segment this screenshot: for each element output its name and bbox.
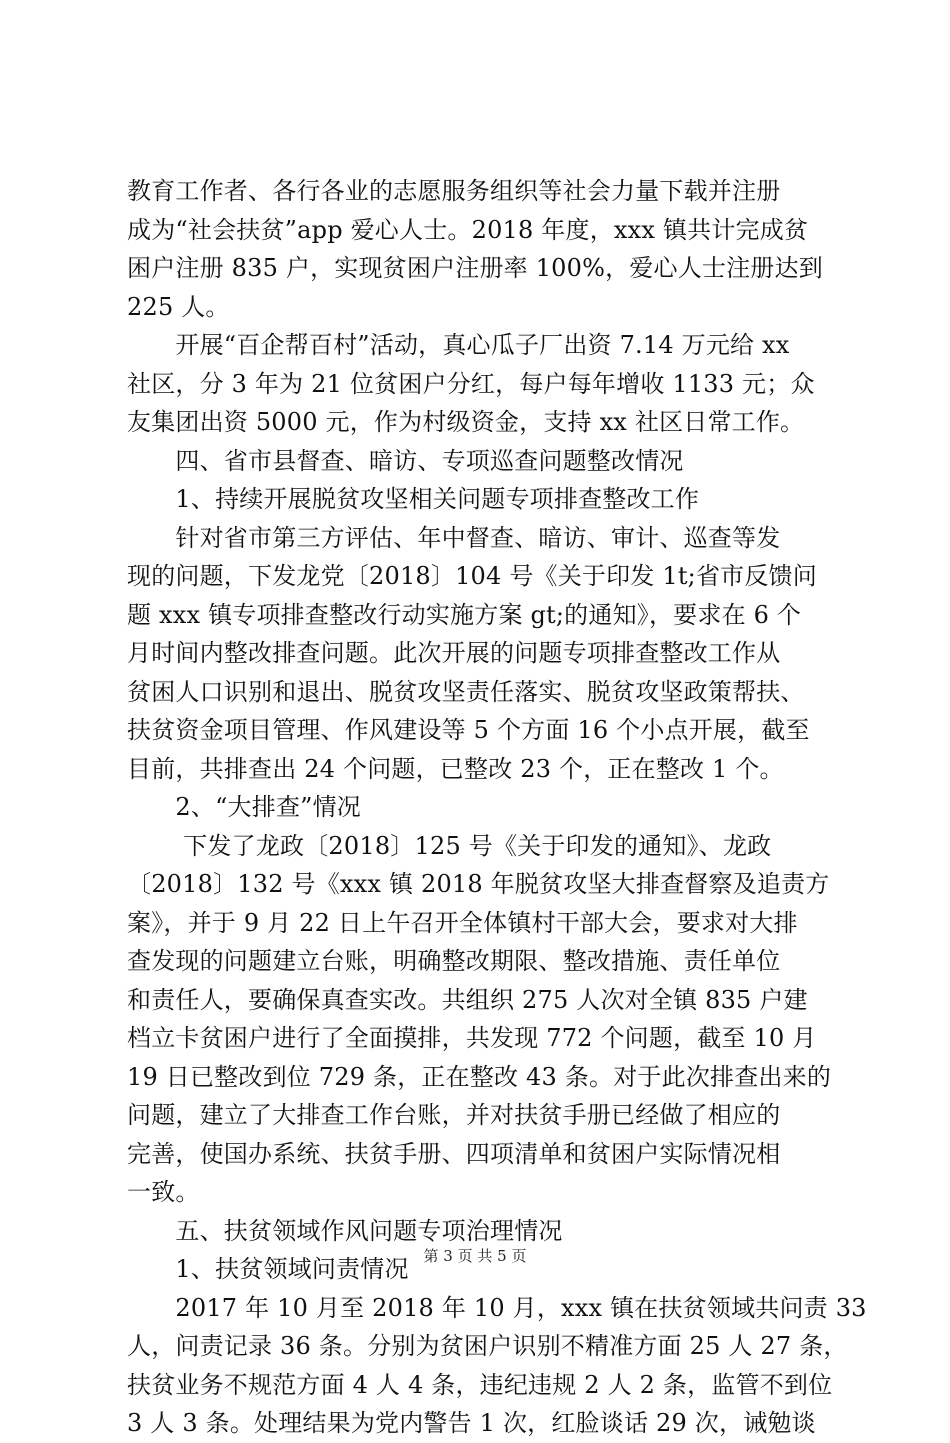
text-line: 2017 年 10 月至 2018 年 10 月，xxx 镇在扶贫领域共问责 33 <box>127 1293 867 1322</box>
page-footer: 第 3 页 共 5 页 <box>423 1247 527 1265</box>
text-line: 档立卡贫困户进行了全面摸排，共发现 772 个问题，截至 10 月 <box>127 1024 817 1052</box>
subsection-heading: 1、扶贫领域问责情况 <box>127 1255 409 1283</box>
text-line: 完善，使国办系统、扶贫手册、四项清单和贫困户实际情况相 <box>127 1139 781 1168</box>
text-line: 教育工作者、各行各业的志愿服务组织等社会力量下载并注册 <box>127 177 781 205</box>
text-line: 现的问题，下发龙党〔2018〕104 号《关于印发 1t;省市反馈问 <box>127 562 817 590</box>
text-line: 下发了龙政〔2018〕125 号《关于印发的通知》、龙政 <box>127 831 772 860</box>
text-line: 一致。 <box>127 1178 200 1206</box>
text-line: 月时间内整改排查问题。此次开展的问题专项排查整改工作从 <box>127 639 781 667</box>
subsection-heading: 1、持续开展脱贫攻坚相关问题专项排查整改工作 <box>127 485 700 513</box>
text-line: 查发现的问题建立台账，明确整改期限、整改措施、责任单位 <box>127 947 781 975</box>
text-line: 友集团出资 5000 元，作为村级资金，支持 xx 社区日常工作。 <box>127 408 805 436</box>
text-line: 开展“百企帮百村”活动，真心瓜子厂出资 7.14 万元给 xx <box>127 331 790 359</box>
text-line: 贫困人口识别和退出、脱贫攻坚责任落实、脱贫攻坚政策帮扶、 <box>127 677 805 706</box>
section-heading: 五、扶贫领域作风问题专项治理情况 <box>127 1216 563 1245</box>
text-line: 案》，并于 9 月 22 日上午召开全体镇村干部大会，要求对大排 <box>127 908 798 937</box>
text-line: 成为“社会扶贫”app 爱心人士。2018 年度，xxx 镇共计完成贫 <box>127 215 809 244</box>
text-line: 〔2018〕132 号《xxx 镇 2018 年脱贫攻坚大排查督察及追责方 <box>127 870 830 898</box>
text-line: 人，问责记录 36 条。分别为贫困户识别不精准方面 25 人 27 条， <box>127 1332 848 1360</box>
text-line: 3 人 3 条。处理结果为党内警告 1 次，红脸谈话 29 次，诫勉谈 <box>127 1409 816 1437</box>
text-line: 社区，分 3 年为 21 位贫困户分红，每户每年增收 1133 元；众 <box>127 369 815 398</box>
text-line: 针对省市第三方评估、年中督查、暗访、审计、巡查等发 <box>127 523 781 552</box>
text-line: 扶贫业务不规范方面 4 人 4 条，违纪违规 2 人 2 条，监管不到位 <box>127 1370 833 1399</box>
text-line: 目前，共排查出 24 个问题，已整改 23 个，正在整改 1 个。 <box>127 754 784 783</box>
section-heading: 四、省市县督查、暗访、专项巡查问题整改情况 <box>127 446 684 475</box>
subsection-heading: 2、“大排查”情况 <box>127 793 362 821</box>
text-line: 困户注册 835 户，实现贫困户注册率 100%，爱心人士注册达到 <box>127 254 823 282</box>
text-line: 225 人。 <box>127 292 230 321</box>
text-line: 扶贫资金项目管理、作风建设等 5 个方面 16 个小点开展，截至 <box>127 716 810 744</box>
text-line: 题 xxx 镇专项排查整改行动实施方案 gt;的通知》，要求在 6 个 <box>127 600 802 629</box>
text-line: 问题，建立了大排查工作台账，并对扶贫手册已经做了相应的 <box>127 1101 781 1129</box>
text-line: 19 日已整改到位 729 条，正在整改 43 条。对于此次排查出来的 <box>127 1062 832 1091</box>
text-line: 和责任人，要确保真查实改。共组织 275 人次对全镇 835 户建 <box>127 985 808 1014</box>
